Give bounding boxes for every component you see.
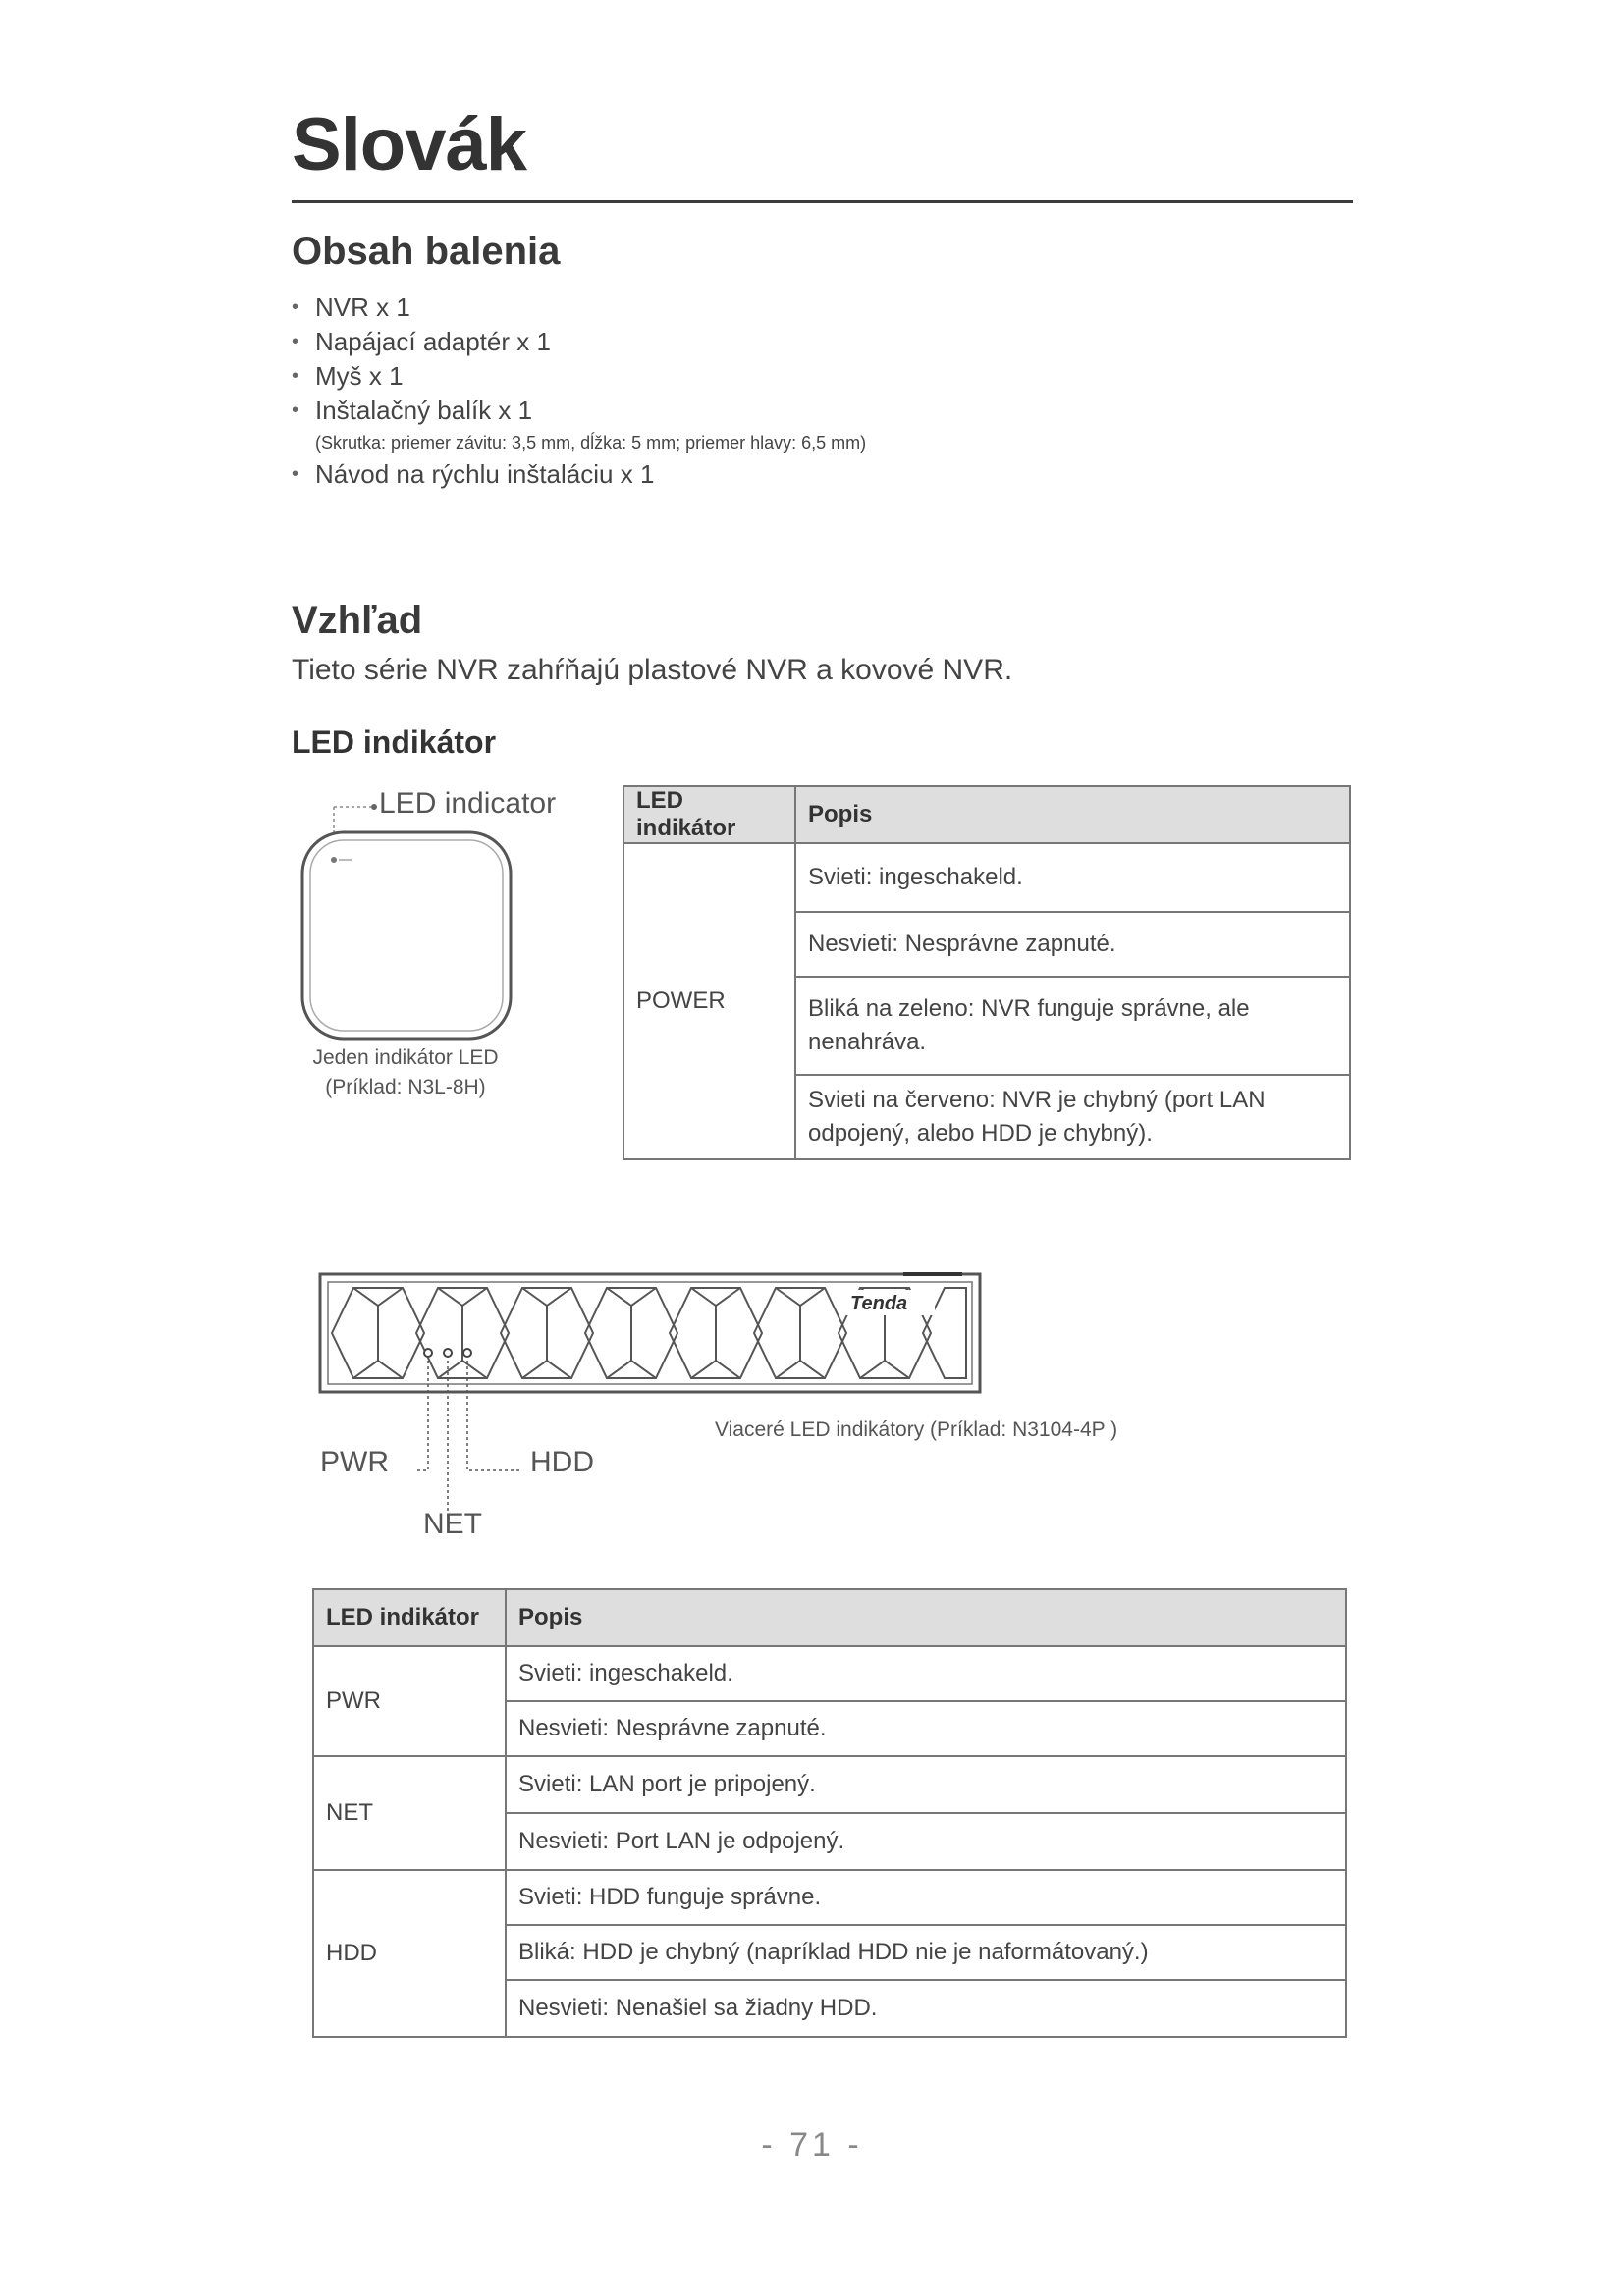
hdd-label: HDD (530, 1446, 594, 1478)
package-heading: Obsah balenia (292, 230, 561, 273)
package-list (292, 291, 1273, 492)
table-cell: Nesvieti: Nenašiel sa žiadny HDD. (506, 1980, 1346, 2037)
table-cell: Nesvieti: Nesprávne zapnuté. (506, 1701, 1346, 1756)
led-heading: LED indikátor (292, 724, 497, 760)
screw-note: (Skrutka: priemer závitu: 3,5 mm, dĺžka: 5 mm; priemer hlavy: 6,5 mm) (315, 433, 867, 453)
net-label: NET (423, 1508, 482, 1540)
multi-led-caption: Viaceré LED indikátory (Príklad: N3104-4P ) (715, 1418, 1118, 1441)
table-cell: Svieti: ingeschakeld. (795, 843, 1350, 912)
table-cell: Svieti: ingeschakeld. (506, 1646, 1346, 1701)
table-header: LED indikátor (313, 1589, 506, 1646)
net-led-icon (444, 1349, 452, 1357)
table-cell: Svieti: HDD funguje správne. (506, 1870, 1346, 1925)
list-item: • Inštalačný balík x 1 (Skrutka: priemer závitu: 3,5 mm, dĺžka: 5 mm; priemer hlavy: 6,5 mm) (292, 394, 1273, 457)
single-led-table (623, 785, 1351, 1160)
table-cell: Svieti na červeno: NVR je chybný (port LAN odpojený, alebo HDD je chybný). (795, 1075, 1350, 1159)
single-led-caption: Jeden indikátor LED (Príklad: N3L-8H) (312, 1046, 499, 1098)
table-cell: Bliká: HDD je chybný (napríklad HDD nie je naformátovaný.) (506, 1925, 1346, 1980)
pwr-led-icon (424, 1349, 432, 1357)
single-led-device-illustration (295, 785, 569, 1050)
table-header: Popis (795, 786, 1350, 843)
appearance-heading: Vzhľad (292, 599, 423, 642)
table-cell: NET (313, 1756, 506, 1870)
table-cell: HDD (313, 1870, 506, 2037)
pwr-label: PWR (320, 1446, 389, 1478)
list-item: • Návod na rýchlu inštaláciu x 1 (292, 457, 1273, 492)
list-item: • NVR x 1 (292, 291, 1273, 325)
table-cell: POWER (623, 843, 795, 1159)
appearance-intro: Tieto série NVR zahŕňajú plastové NVR a kovové NVR. (292, 654, 1013, 686)
table-cell: Nesvieti: Nesprávne zapnuté. (795, 912, 1350, 977)
table-header: LED indikátor (623, 786, 795, 843)
list-item: • Myš x 1 (292, 359, 1273, 394)
page-title: Slovák (292, 103, 527, 187)
multi-led-device-illustration (314, 1266, 992, 1522)
table-cell: Bliká na zeleno: NVR funguje správne, ale nenahráva. (795, 977, 1350, 1075)
title-divider (292, 200, 1353, 203)
tenda-logo: Tenda (850, 1293, 908, 1314)
led-indicator-callout: LED indicator (379, 787, 557, 820)
page-number: - 71 - (761, 2126, 863, 2163)
hdd-led-icon (463, 1349, 471, 1357)
list-item: • Napájací adaptér x 1 (292, 325, 1273, 359)
multi-led-table (312, 1588, 1347, 2038)
table-cell: Nesvieti: Port LAN je odpojený. (506, 1813, 1346, 1870)
led-dot-icon (331, 857, 337, 863)
table-header: Popis (506, 1589, 1346, 1646)
table-cell: PWR (313, 1646, 506, 1756)
table-cell: Svieti: LAN port je pripojený. (506, 1756, 1346, 1813)
